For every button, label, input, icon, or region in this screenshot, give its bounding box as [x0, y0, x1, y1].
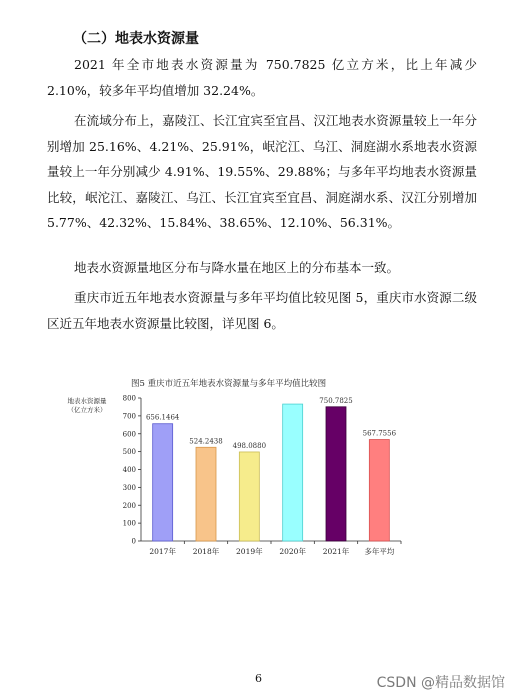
y-tick-label: 100 [122, 519, 136, 528]
bar-data-label: 498.0880 [232, 441, 267, 450]
bar-5 [326, 407, 346, 541]
paragraph-total: 2021 年全市地表水资源量为 750.7825 亿立方米，比上年减少 2.10%，较多年平均值增加 32.24%。 [47, 57, 477, 98]
x-tick-label: 多年平均 [364, 547, 395, 556]
y-axis-label-line: 地表水资源量 [67, 397, 107, 405]
bar-1 [153, 424, 173, 541]
y-tick-label: 400 [122, 466, 136, 474]
paragraph-basin-distribution: 在流域分布上，嘉陵江、长江宜宾至宜昌、汉江地表水资源量较上一年分别增加 25.16%、4.21%、25.91%，岷沱江、乌江、洞庭湖水系地表水资源量较上一年分别减少 4.91%、19.55%、29.88%；与多年平均地表水资源量比较，岷沱江、嘉陵江、乌江、长江宜宾至宜昌、洞庭湖水系、汉江分别增加 5.77%、42.32%、15.84%、38.65%、12.10%、56.31%。 [47, 113, 477, 230]
watermark: CSDN @精品数据馆 [376, 675, 505, 691]
y-axis-label-line: （亿立方米） [67, 406, 107, 414]
y-tick-label: 500 [122, 448, 136, 457]
bar-6 [369, 440, 389, 541]
x-tick-label: 2017年 [149, 547, 176, 556]
y-tick-label: 700 [122, 412, 136, 421]
paragraph-regional-distribution: 地表水资源量地区分布与降水量在地区上的分布基本一致。 [74, 260, 400, 275]
page-number: 6 [255, 672, 262, 685]
chart-svg [67, 370, 467, 570]
x-tick-label: 2021年 [322, 547, 350, 556]
y-tick-label: 800 [122, 394, 136, 403]
x-tick-label: 2018年 [192, 547, 220, 556]
y-tick-label: 600 [122, 430, 136, 439]
y-axis-label [68, 396, 108, 414]
chart-title: 图5 重庆市近五年地表水资源量与多年平均值比较图 [131, 379, 327, 389]
bar-data-label: 750.7825 [319, 396, 353, 405]
bar-data-label: 567.7556 [362, 429, 397, 438]
bar-2 [196, 447, 216, 541]
chart-figure-5 [67, 370, 467, 570]
y-tick-label: 200 [122, 501, 136, 510]
x-tick-label: 2019年 [236, 547, 263, 556]
bar-3 [239, 452, 259, 541]
bar-data-label: 656.1464 [145, 413, 180, 422]
y-tick-label: 0 [131, 537, 136, 546]
section-heading: （二）地表水资源量 [73, 31, 199, 47]
paragraph-figure-reference: 重庆市近五年地表水资源量与多年平均值比较见图 5，重庆市水资源二级区近五年地表水资源量比较图，详见图 6。 [47, 290, 477, 331]
chart-bars [146, 397, 397, 541]
bar-4 [283, 404, 303, 541]
bar-data-label: 524.2438 [189, 437, 223, 446]
x-tick-label: 2020年 [279, 547, 306, 556]
y-tick-label: 300 [122, 483, 136, 492]
